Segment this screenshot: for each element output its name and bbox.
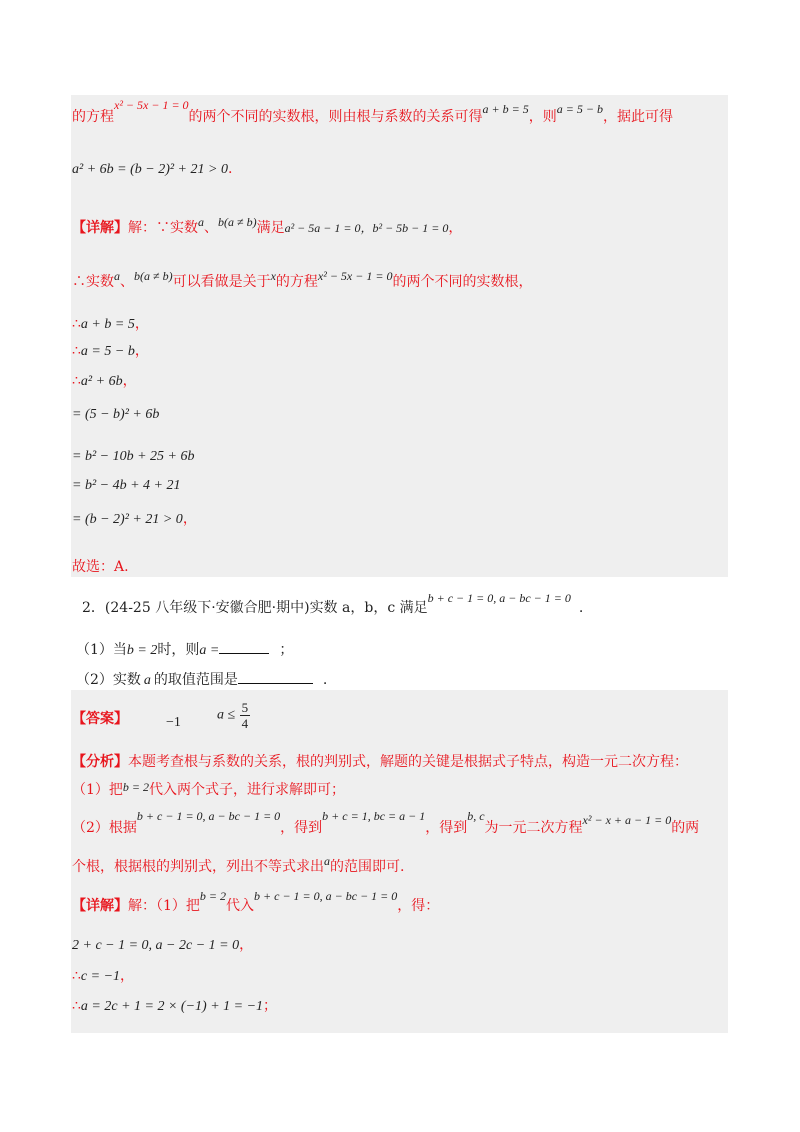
text: （1）把 [72,782,123,798]
text: （1）当 [76,642,127,658]
analysis-2 [72,809,700,837]
box1-choice [72,556,129,576]
text: ， [448,220,463,236]
answer-line [72,708,128,728]
text: ， [120,968,135,984]
detail-step-1 [72,934,253,954]
box1-step-6 [72,477,181,494]
text: ， [134,316,149,332]
equation: b = 2 [199,889,227,903]
box1-line-3 [72,217,462,237]
equation: b + c − 1 = 0, a − bc − 1 = 0 [254,889,398,903]
text: ∴ [72,316,81,332]
question-2-part-1 [76,639,293,659]
equation: = b² − 10b + 25 + 6b [72,449,195,464]
text: 本题考查根与系数的关系，根的判别式，解题的关键是根据式子特点，构造一元二次方程： [128,754,688,770]
text: 的方程 [275,274,318,290]
equation: b = 2 [126,643,158,658]
detail-tag: 【详解】 [72,220,128,236]
analysis-3 [72,856,404,876]
text: 的范围即可. [330,859,405,875]
equation: a = 2c + 1 = 2 × (−1) + 1 = −1 [80,999,264,1014]
answer-value-2: a ≤ [217,707,236,723]
analysis-line [72,751,688,771]
equation: a + b = 5 [482,102,529,116]
box1-step-5 [72,448,195,465]
detail-step-3 [72,995,277,1015]
text: ， [239,937,254,953]
equation: a² − 5a − 1 = 0，b² − 5b − 1 = 0 [284,221,449,235]
text: 的两个不同的实数根，则由根与系数的关系可得 [188,109,483,125]
text: 的方程 [72,109,114,125]
text: 的两个不同的实数根， [392,274,533,290]
solution-box-2 [71,690,728,1033]
text: 代入 [226,898,255,914]
text: ，得到 [425,820,468,836]
box1-line-1 [72,98,673,126]
fraction [240,700,251,731]
text: ∴ [72,373,81,389]
equation: b + c − 1 = 0, a − bc − 1 = 0 [136,809,281,823]
text: ，据此可得 [602,109,673,125]
detail-tag: 【详解】 [72,898,128,914]
text: . [578,600,584,616]
answer-blank-2[interactable] [238,669,313,684]
equation: b = 2 [122,780,150,794]
answer-2 [217,700,250,731]
denominator: 4 [241,716,249,731]
answer-1 [166,714,181,731]
equation: a = 5 − b [80,344,135,359]
equation: a = [199,643,220,658]
text: ， [134,343,149,359]
box1-step-3 [72,370,137,390]
equation: a² + 6b = (b − 2)² + 21 > 0 [72,162,228,177]
text: 代入两个式子，进行求解即可； [149,782,346,798]
var: a [324,854,330,868]
text: 的两 [671,820,700,836]
equation: 2 + c − 1 = 0, a − 2c − 1 = 0 [72,938,240,953]
analysis-1 [72,779,345,799]
detail-line [72,889,440,915]
text: 可以看做是关于 [172,274,271,290]
box1-step-7 [72,508,197,528]
equation: x² − 5x − 1 = 0 [317,269,393,283]
equation: a + b = 5 [80,317,135,332]
text: （2）实数 [76,672,141,688]
text: ， [122,373,137,389]
text: . [322,672,328,688]
text: 个根，根据根的判别式，列出不等式求出 [72,859,324,875]
text: ∴ [72,998,81,1014]
equation: c = −1 [80,969,121,984]
text: ； [279,642,294,658]
question-2-stem [82,591,584,617]
text: 为一元二次方程 [484,820,583,836]
text: ，则 [528,109,557,125]
text: ∴ [72,343,81,359]
equation: a² + 6b [80,374,123,389]
question-source: (24-25 八年级下·安徽合肥·期中) [104,600,310,616]
equation: = b² − 4b + 4 + 21 [72,478,181,493]
equation: b, c [467,809,485,823]
text: （2）根据 [72,820,137,836]
text: ∴实数 [72,274,114,290]
detail-step-2 [72,965,134,985]
var: b(a ≠ b) [134,269,173,283]
var: a [114,269,120,283]
equation: b + c = 1, bc = a − 1 [322,809,426,823]
text: ； [263,998,278,1014]
box1-step-1 [72,313,149,333]
equation: x² − 5x − 1 = 0 [114,98,189,112]
text: 实数 a，b，c 满足 [309,600,428,616]
question-number: 2． [82,600,105,616]
numerator: 5 [241,700,249,715]
text: ∴ [72,968,81,984]
box1-step-4 [72,406,159,423]
var: a [198,215,204,229]
text: . [227,161,233,177]
var: x [270,269,276,283]
text: ， [182,511,197,527]
equation: = (b − 2)² + 21 > 0 [72,512,183,527]
equation: a = 5 − b [556,102,603,116]
text: 、 [204,220,218,236]
var: b(a ≠ b) [218,215,257,229]
text: ，得： [397,898,440,914]
answer-blank-1[interactable] [219,639,269,654]
solution-box-1 [71,95,728,577]
answer-value-1: −1 [166,715,181,730]
analysis-tag: 【分析】 [72,754,128,770]
var: a [143,673,151,688]
text: 故选：A. [72,559,129,575]
answer-tag: 【答案】 [72,711,128,727]
box1-step-2 [72,340,149,360]
text: 解：（1）把 [128,898,200,914]
text: 、 [120,274,134,290]
text: 解：∵实数 [128,220,198,236]
box1-line-2 [72,161,232,178]
text: ，得到 [280,820,323,836]
text: 时，则 [157,642,200,658]
equation: = (5 − b)² + 6b [72,407,160,422]
question-2-part-2 [76,669,327,689]
text: 满足 [256,220,285,236]
equation: b + c − 1 = 0, a − bc − 1 = 0 [427,591,571,605]
box1-line-4 [72,271,532,291]
equation: x² − x + a − 1 = 0 [582,813,672,827]
text: 的取值范围是 [153,672,238,688]
